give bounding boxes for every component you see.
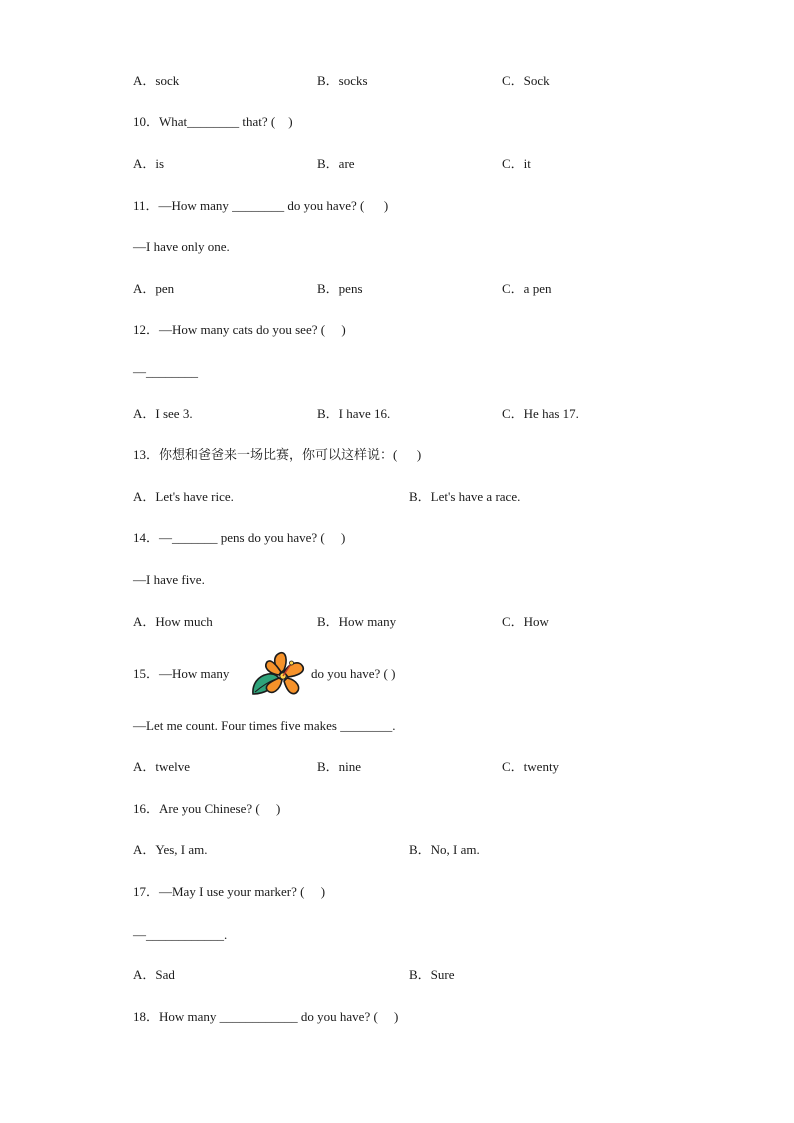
q13-stem: 13．你想和爸爸来一场比赛，你可以这样说：( ): [133, 447, 422, 462]
q9-option-c[interactable]: C．Sock: [502, 73, 550, 88]
q18-stem: 18．How many ____________ do you have? ( ): [133, 1009, 399, 1024]
q15-reply: —Let me count. Four times five makes ________.: [133, 718, 396, 733]
q9-option-a[interactable]: A．sock: [133, 73, 180, 88]
q14-option-a[interactable]: A．How much: [133, 614, 213, 629]
q11-option-a[interactable]: A．pen: [133, 281, 175, 296]
q9-option-b[interactable]: B．socks: [317, 73, 368, 88]
q10-option-b[interactable]: B．are: [317, 156, 355, 171]
q12-reply: —________: [133, 364, 198, 379]
q16-option-a[interactable]: A．Yes, I am.: [133, 842, 208, 857]
q15-option-a[interactable]: A．twelve: [133, 759, 191, 774]
q15-option-b[interactable]: B．nine: [317, 759, 362, 774]
q11-stem: 11．—How many ________ do you have? ( ): [133, 198, 389, 213]
q14-option-b[interactable]: B．How many: [317, 614, 397, 629]
q17-reply: —____________.: [133, 927, 228, 942]
q15-stem-before: 15．—How many: [133, 666, 230, 681]
q13-option-b[interactable]: B．Let's have a race.: [409, 489, 521, 504]
q10-option-c[interactable]: C．it: [502, 156, 531, 171]
q17-option-b[interactable]: B．Sure: [409, 967, 455, 982]
q10-stem: 10．What________ that? ( ): [133, 114, 293, 129]
q14-stem: 14．—_______ pens do you have? ( ): [133, 530, 346, 545]
q14-reply: —I have five.: [133, 572, 205, 587]
q12-option-b[interactable]: B．I have 16.: [317, 406, 391, 421]
q17-option-a[interactable]: A．Sad: [133, 967, 175, 982]
q12-option-c[interactable]: C．He has 17.: [502, 406, 579, 421]
q15-option-c[interactable]: C．twenty: [502, 759, 560, 774]
q16-option-b[interactable]: B．No, I am.: [409, 842, 480, 857]
q14-option-c[interactable]: C．How: [502, 614, 549, 629]
q12-stem: 12．—How many cats do you see? ( ): [133, 322, 346, 337]
q11-option-b[interactable]: B．pens: [317, 281, 363, 296]
q11-option-c[interactable]: C．a pen: [502, 281, 552, 296]
q15-stem-after: do you have? ( ): [311, 666, 396, 681]
q11-reply: —I have only one.: [133, 239, 230, 254]
q16-stem: 16．Are you Chinese? ( ): [133, 801, 281, 816]
q13-option-a[interactable]: A．Let's have rice.: [133, 489, 234, 504]
q10-option-a[interactable]: A．is: [133, 156, 165, 171]
q17-stem: 17．—May I use your marker? ( ): [133, 884, 326, 899]
q12-option-a[interactable]: A．I see 3.: [133, 406, 193, 421]
hibiscus-flower-icon: [250, 650, 306, 698]
